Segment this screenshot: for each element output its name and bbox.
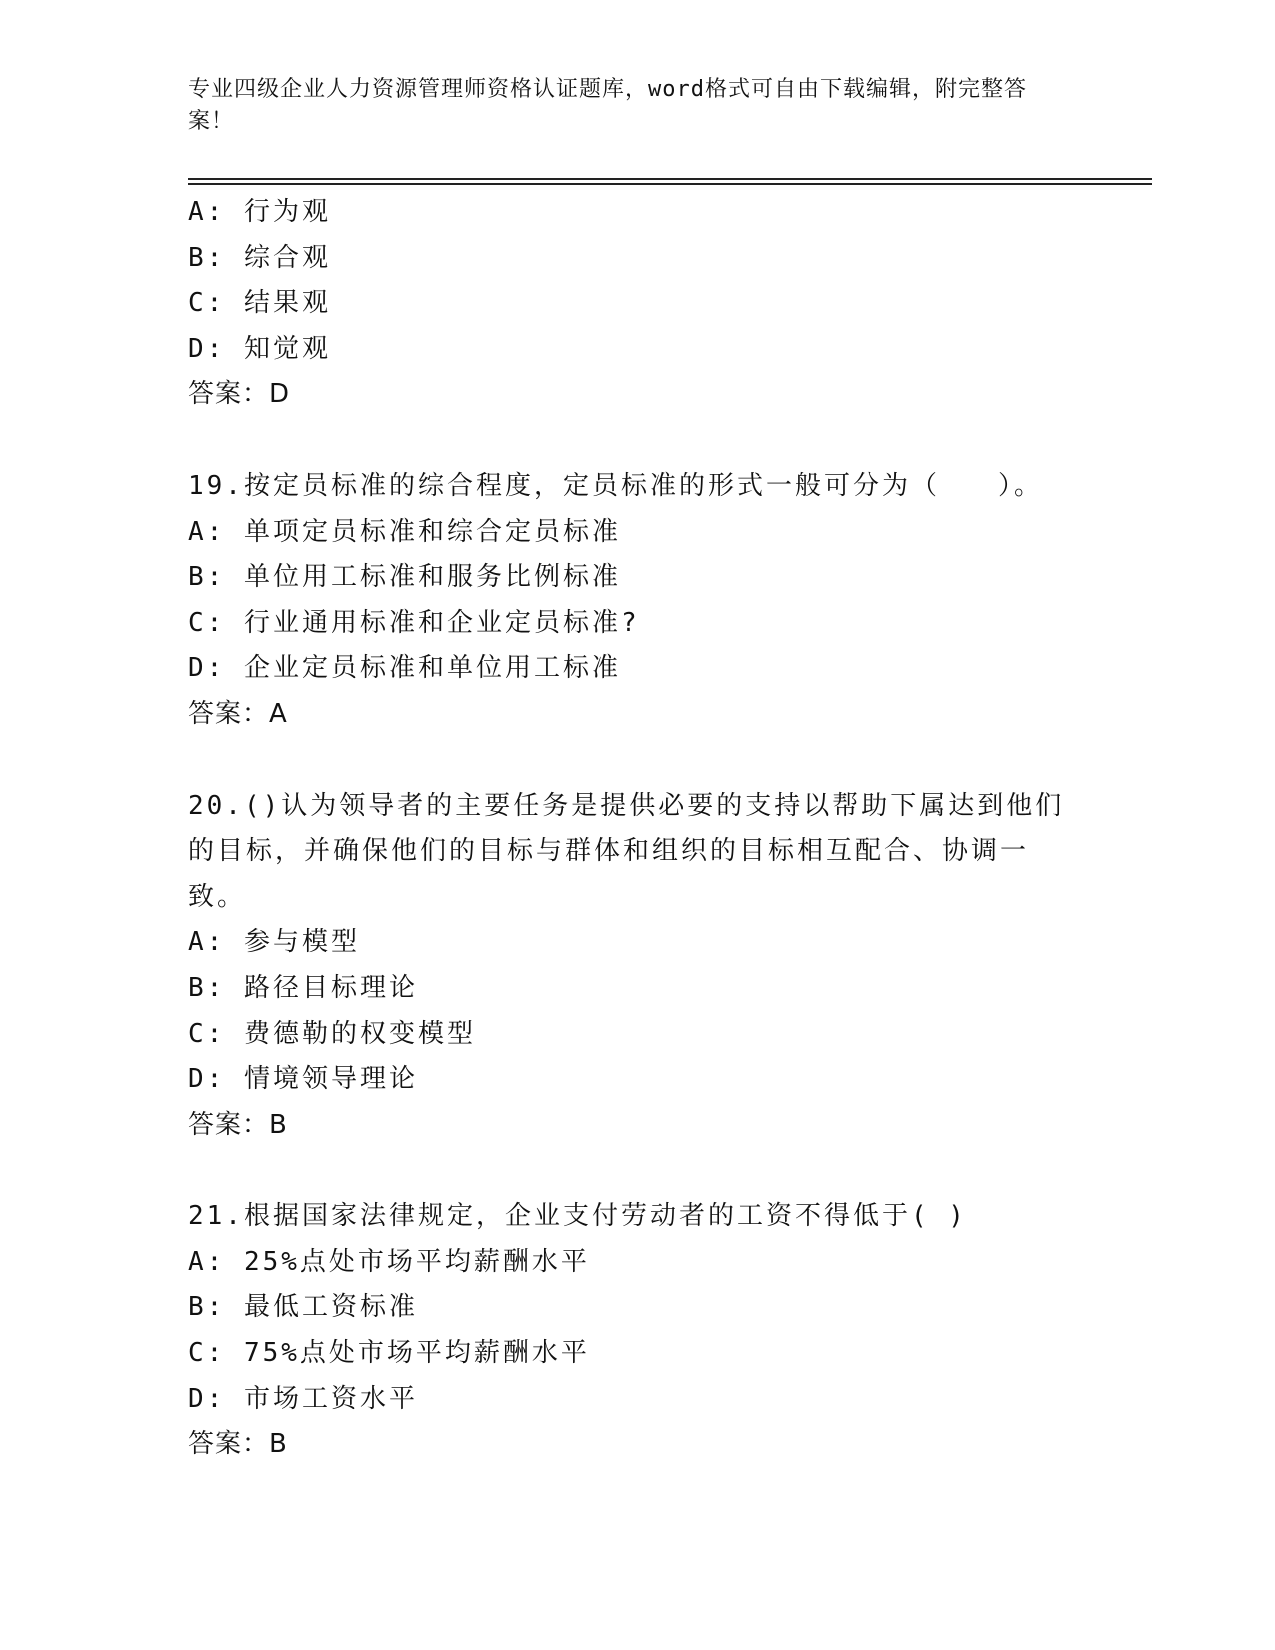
question-stem: 19.按定员标准的综合程度，定员标准的形式一般可分为（ ）。: [188, 470, 1043, 501]
option-a: A: 25%点处市场平均薪酬水平: [188, 1246, 590, 1277]
option-d: D: 情境领导理论: [188, 1064, 418, 1095]
option-b: B: 综合观: [188, 242, 331, 273]
option-c: C: 结果观: [188, 288, 331, 319]
option-a: A: 单项定员标准和综合定员标准: [188, 516, 621, 547]
option-c: C: 75%点处市场平均薪酬水平: [188, 1338, 590, 1369]
question-list: [188, 190, 1088, 1514]
answer-value: D: [269, 379, 291, 410]
answer-label: 答案：: [188, 698, 270, 729]
answer-value: B: [269, 1109, 288, 1140]
answer-line: [188, 372, 1088, 418]
option-a: A: 行为观: [188, 197, 331, 227]
answer-line: [188, 692, 1088, 738]
answer-label: 答案：: [188, 1109, 270, 1140]
answer-label: 答案：: [188, 1429, 270, 1460]
answer-label: 答案：: [188, 379, 270, 410]
question-21: [188, 1194, 1088, 1468]
option-c: C: 费德勒的权变模型: [188, 1018, 476, 1049]
header-rule-top: [188, 178, 1152, 180]
option-b: B: 单位用工标准和服务比例标准: [188, 562, 621, 593]
option-b: B: 路径目标理论: [188, 972, 418, 1003]
option-a: A: 参与模型: [188, 927, 360, 958]
option-d: D: 市场工资水平: [188, 1383, 418, 1414]
option-b: B: 最低工资标准: [188, 1292, 418, 1323]
question-18: [188, 190, 1088, 418]
question-20: [188, 784, 1088, 1149]
answer-value: A: [269, 698, 288, 729]
question-19: [188, 464, 1088, 738]
question-stem: 20.()认为领导者的主要任务是提供必要的支持以帮助下属达到他们的目标，并确保他们的目标与群体和组织的目标相互配合、协调一致。: [188, 790, 1065, 912]
document-header: 专业四级企业人力资源管理师资格认证题库，word格式可自由下载编辑，附完整答案！: [188, 77, 1027, 134]
option-d: D: 企业定员标准和单位用工标准: [188, 653, 621, 684]
answer-line: [188, 1422, 1088, 1468]
answer-value: B: [269, 1429, 288, 1460]
question-stem: 21.根据国家法律规定，企业支付劳动者的工资不得低于( ): [188, 1201, 967, 1232]
option-c: C: 行业通用标准和企业定员标准?: [188, 607, 640, 638]
answer-line: [188, 1103, 1088, 1149]
header-rule-bottom: [188, 183, 1152, 185]
option-d: D: 知觉观: [188, 333, 331, 364]
